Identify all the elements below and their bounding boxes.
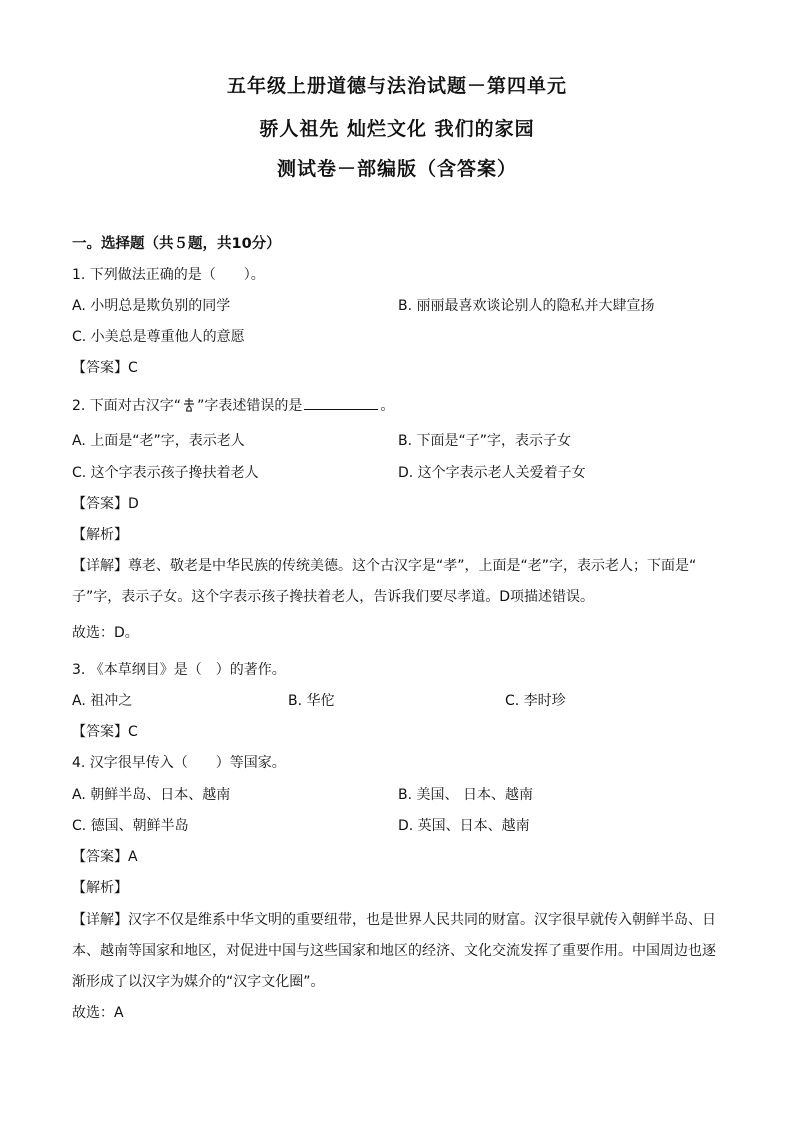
- section-heading: 一。选择题（共５题，共10分）: [72, 236, 281, 252]
- q2-answer-blank: [304, 395, 378, 410]
- q2-detail-line-2: 子”字，表示子女。这个字表示孩子搀扶着老人，告诉我们要尽孝道。D项描述错误。: [72, 589, 595, 605]
- q4-option-d: D. 英国、日本、越南: [398, 818, 530, 834]
- q4-detail-line-1: 【详解】汉字不仅是维系中华文明的重要纽带，也是世界人民共同的财富。汉字很早就传入朝鲜半岛、日: [72, 912, 716, 928]
- title-line-2: 骄人祖先 灿烂文化 我们的家园: [259, 118, 535, 140]
- q2-choice: 故选：D。: [72, 625, 139, 641]
- q4-detail-line-2: 本、越南等国家和地区，对促进中国与这些国家和地区的经济、文化交流发挥了重要作用。中国周边也逐: [72, 943, 716, 959]
- q1-option-b: B. 丽丽最喜欢谈论别人的隐私并大肆宣扬: [398, 298, 655, 314]
- q3-option-b: B. 华佗: [288, 693, 335, 709]
- q4-stem: 4. 汉字很早传入（ ）等国家。: [72, 755, 286, 771]
- title-line-1: 五年级上册道德与法治试题－第四单元: [226, 75, 567, 97]
- q1-answer: 【答案】C: [72, 360, 138, 376]
- q4-option-b: B. 美国、 日本、越南: [398, 787, 533, 803]
- q3-stem: 3. 《本草纲目》是（ ）的著作。: [72, 662, 286, 678]
- q2-stem: [72, 395, 394, 416]
- q4-answer: 【答案】A: [72, 849, 138, 865]
- q2-answer: 【答案】D: [72, 496, 139, 512]
- q3-option-a: A. 祖冲之: [72, 693, 133, 709]
- q2-detail-line-1: 【详解】尊老、敬老是中华民族的传统美德。这个古汉字是“孝”，上面是“老”字，表示老人；下面是“: [72, 558, 697, 574]
- q2-option-c: C. 这个字表示孩子搀扶着老人: [72, 465, 259, 481]
- ancient-character-xiao-icon: [182, 397, 196, 413]
- q1-option-c: C. 小美总是尊重他人的意愿: [72, 329, 245, 345]
- q2-analysis-label: 【解析】: [72, 527, 128, 543]
- q2-stem-end: 。: [380, 398, 395, 414]
- q4-choice: 故选：A: [72, 1005, 124, 1021]
- q4-option-c: C. 德国、朝鲜半岛: [72, 818, 189, 834]
- q2-stem-pre: 2. 下面对古汉字“: [72, 398, 182, 414]
- q4-analysis-label: 【解析】: [72, 880, 128, 896]
- q4-detail-line-3: 渐形成了以汉字为媒介的“汉字文化圈”。: [72, 974, 325, 990]
- q3-option-c: C. 李时珍: [505, 693, 566, 709]
- q1-stem: 1. 下列做法正确的是（ ）。: [72, 267, 265, 283]
- q2-option-a: A. 上面是“老”字，表示老人: [72, 433, 245, 449]
- q3-answer: 【答案】C: [72, 724, 138, 740]
- q2-option-b: B. 下面是“子”字，表示子女: [398, 433, 572, 449]
- title-line-3: 测试卷－部编版（含答案）: [276, 158, 517, 180]
- q2-stem-mid: ”字表述错误的是: [197, 398, 303, 414]
- q2-option-d: D. 这个字表示老人关爱着子女: [398, 465, 586, 481]
- q4-option-a: A. 朝鲜半岛、日本、越南: [72, 787, 231, 803]
- q1-option-a: A. 小明总是欺负别的同学: [72, 298, 231, 314]
